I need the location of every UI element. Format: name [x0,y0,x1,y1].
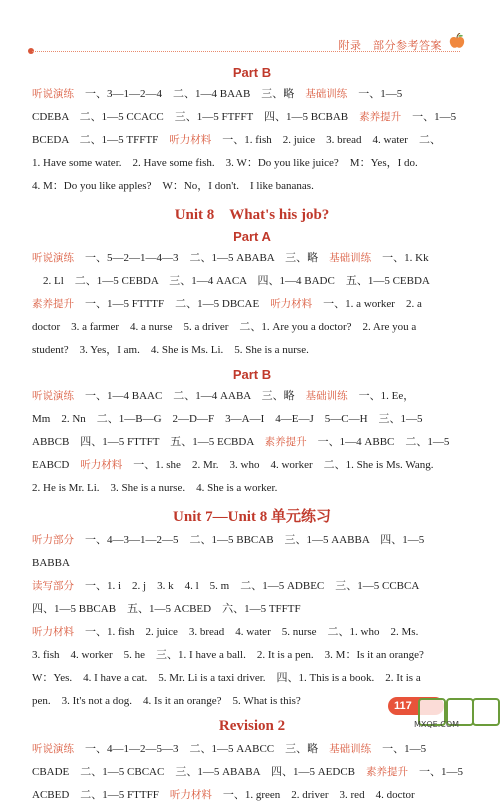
answer-line [32,454,472,477]
section-tag: 听说演练 [32,743,74,755]
answer-text: 1. Have some water. 2. Have some fish. 3. W：Do you like juice? M：Yes，I do. [32,157,418,169]
answer-line [32,175,472,198]
section-tag: 素养提升 [264,436,307,448]
answer-key-content [32,60,472,807]
answer-text: 2. Ll 二、1—5 CEBDA 三、1—4 AACA 四、1—4 BADC 五、1—5 CEBDA [32,275,430,287]
section-tag: 听力材料 [80,459,123,471]
section-tag: 听力部分 [32,534,74,546]
section-title: Part A [233,229,271,244]
answer-text: 一、1—5 FTTTF 二、1—5 DBCAE [74,298,271,310]
answer-text: 一、1. Kk [371,252,429,264]
answer-text: 一、1. fish 2. juice 3. bread 4. water 5. nurse 二、1. who 2. Ms. [74,626,419,638]
answer-text: 4. M：Do you like apples? W：No，I don't. I like bananas. [32,180,314,192]
unit-title: Revision 2 [218,718,286,734]
answer-text: 一、1. i 2. j 3. k 4. l 5. m 二、1—5 ADBEC 三、1—5 CCBCA [74,580,420,592]
answer-text: student? 3. Yes，I am. 4. She is Ms. Li. 5. She is a nurse. [32,344,309,356]
answer-text: 一、1—5 [371,743,427,755]
answer-text: BABBA [32,557,70,569]
answer-line [32,477,472,500]
answer-text: W：Yes. 4. I have a cat. 5. Mr. Li is a taxi driver. 四、1. This is a book. 2. It is a [32,672,421,684]
section-tag: 听力材料 [169,134,212,146]
watermark-url: MXQE.COM [414,720,460,729]
answer-line [32,408,472,431]
answer-line [32,106,472,129]
answer-text: 一、1—4 ABBC 二、1—5 [306,436,450,448]
answer-line [32,152,472,175]
answer-text: Mm 2. Nn 二、1—B—G 2—D—F 3—A—I 4—E—J 5—C—H 三、1—5 [32,413,423,425]
answer-text: ACBED 二、1—5 FTTFF [32,789,170,801]
watermark [412,694,498,730]
answer-text: pen. 3. It's not a dog. 4. Is it an orange? 5. What is this? [32,695,301,707]
section-tag: 听说演练 [32,252,74,264]
answer-text: 3. fish 4. worker 5. he 三、1. I have a ball. 2. It is a pen. 3. M：Is it an orange? [32,649,424,661]
answer-text: 2. He is Mr. Li. 3. She is a nurse. 4. She is a worker. [32,482,278,494]
apple-icon [448,33,466,50]
section-tag: 素养提升 [366,766,409,778]
section-title: Part B [232,367,272,382]
section-tag: 听力材料 [270,298,313,310]
answer-text: 一、4—3—1—2—5 二、1—5 BBCAB 三、1—5 AABBA 四、1—5 [74,534,425,546]
answer-line [32,598,472,621]
answer-text: EABCD [32,459,81,471]
section-tag: 基础训练 [329,743,372,755]
answer-text: 一、1. she 2. Mr. 3. who 4. worker 二、1. She is Ms. Wang. [122,459,434,471]
answer-text: 一、1. green 2. driver 3. red 4. doctor [211,789,415,801]
answer-text: ABBCB 四、1—5 FTTFT 五、1—5 ECBDA [32,436,265,448]
section-tag: 基础训练 [305,88,348,100]
answer-line [32,247,472,270]
answer-text: doctor 3. a farmer 4. a nurse 5. a driver 二、1. Are you a doctor? 2. Are you a [32,321,417,333]
answer-text: 一、1—5 [347,88,403,100]
answer-line [32,129,472,152]
answer-text: 一、1—5 [401,111,457,123]
section-tag: 素养提升 [32,298,74,310]
answer-line [32,644,472,667]
answer-line [32,738,472,761]
page-number: 117 [394,700,412,712]
answer-text: 一、1. Ee， [347,390,415,402]
section-tag: 听力材料 [169,789,212,801]
answer-text: 一、5—2—1—4—3 二、1—5 ABABA 三、略 [74,252,330,264]
answer-line [32,621,472,644]
section-title: Part B [232,65,272,80]
answer-text: 一、1—5 [408,766,464,778]
answer-text: 一、3—1—2—4 二、1—4 BAAB 三、略 [74,88,306,100]
section-tag: 听说演练 [32,88,74,100]
answer-line [32,270,472,293]
answer-line [32,316,472,339]
header-title: 附录 部分参考答案 [338,39,442,52]
answer-line [32,784,472,807]
answer-line [32,83,472,106]
answer-text: BCEDA 二、1—5 TFFTF [32,134,170,146]
section-tag: 听力材料 [32,626,74,638]
unit-title: Unit 7—Unit 8 单元练习 [173,509,331,525]
answer-text: 一、1—4 BAAC 二、1—4 AABA 三、略 [74,390,306,402]
unit-title: Unit 8 What's his job? [174,207,330,223]
answer-text: 一、1. a worker 2. a [312,298,422,310]
answer-line [32,529,472,552]
answer-line [32,431,472,454]
section-tag: 听说演练 [32,390,74,402]
answer-text: 四、1—5 BBCAB 五、1—5 ACBED 六、1—5 TFFTF [32,603,301,615]
answer-line [32,385,472,408]
answer-text: 一、4—1—2—5—3 二、1—5 AABCC 三、略 [74,743,330,755]
answer-line [32,761,472,784]
answer-line [32,552,472,575]
section-tag: 基础训练 [329,252,372,264]
page-header [0,0,500,56]
answer-line [32,339,472,362]
section-tag: 读写部分 [32,580,74,592]
answer-line [32,293,472,316]
answer-line [32,575,472,598]
answer-text: CDEBA 二、1—5 CCACC 三、1—5 FTFFT 四、1—5 BCBAB [32,111,360,123]
answer-line [32,667,472,690]
watermark-box-3 [472,698,500,726]
answer-text: 一、1. fish 2. juice 3. bread 4. water 二、 [211,134,441,146]
answer-text: CBADE 二、1—5 CBCAC 三、1—5 ABABA 四、1—5 AEDCB [32,766,367,778]
section-tag: 基础训练 [305,390,348,402]
section-tag: 素养提升 [359,111,402,123]
